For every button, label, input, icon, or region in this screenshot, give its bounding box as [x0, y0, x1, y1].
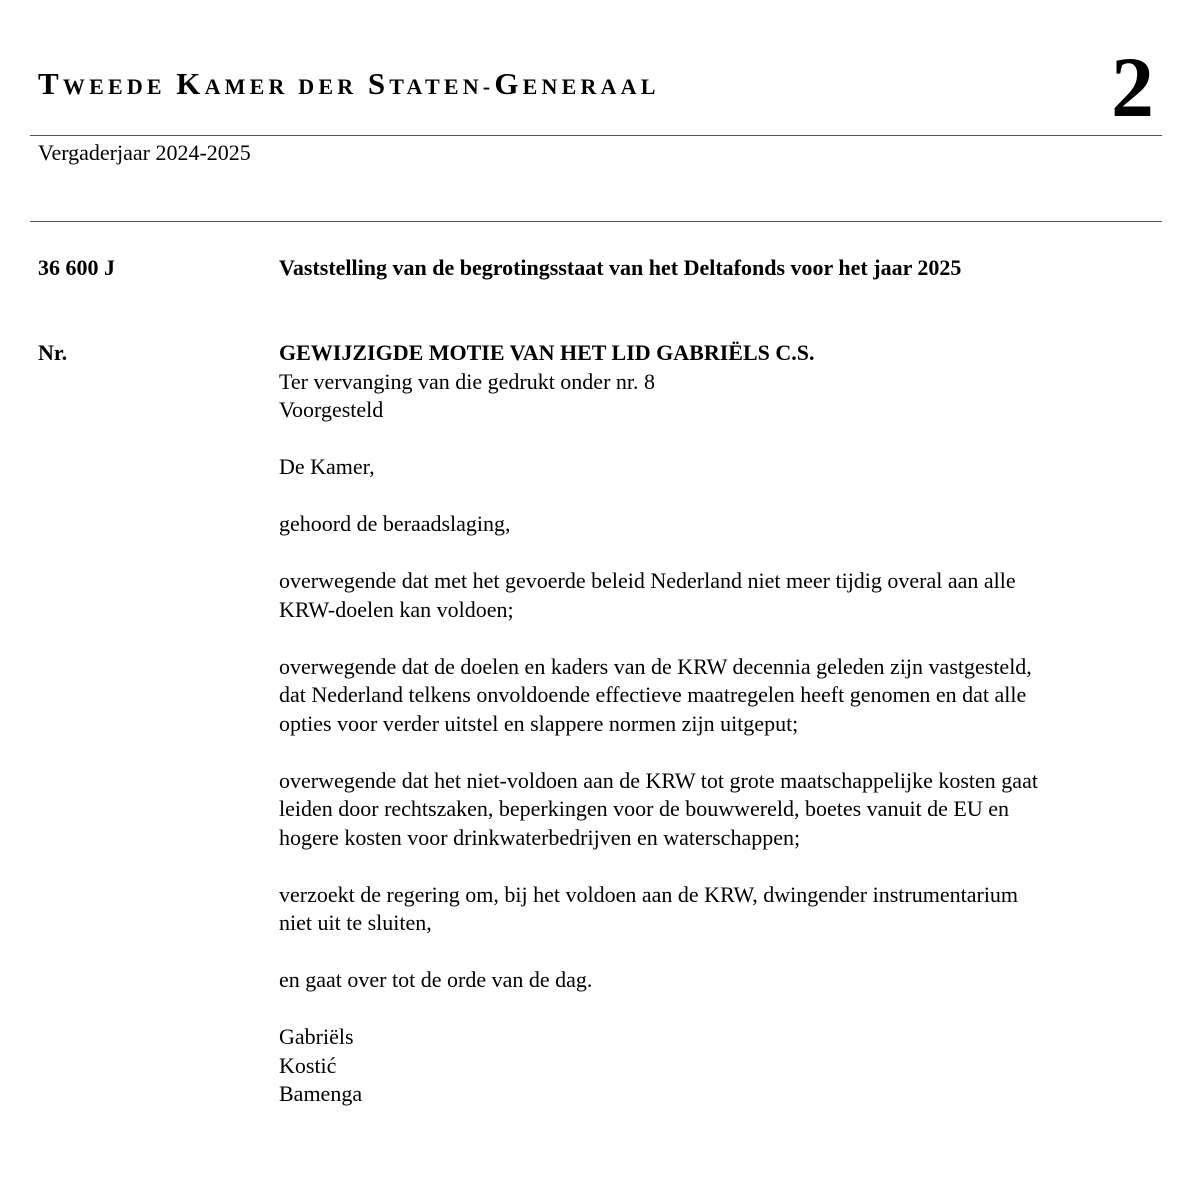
motion-request — [279, 881, 1159, 938]
dossier-subject: Vaststelling van de begrotingsstaat van het Deltafonds voor het jaar 2025 — [279, 255, 962, 280]
consideration-line: dat Nederland telkens onvoldoende effectieve maatregelen heeft genomen en dat alle — [279, 682, 1027, 707]
request-line: verzoekt de regering om, bij het voldoen aan de KRW, dwingender instrumentarium — [279, 881, 1019, 907]
chamber-title-word-2: KAMER DER — [176, 66, 358, 101]
signatory: Kostić — [279, 1052, 337, 1078]
chamber-title-word-3: STATEN-GENERAAL — [367, 66, 660, 101]
signatory: Gabriëls — [279, 1024, 354, 1049]
consideration-line: leiden door rechtszaken, beperkingen voor de bouwwereld, boetes vanuit de EU en — [279, 796, 1010, 821]
heard-text: gehoord de beraadslaging, — [279, 511, 511, 536]
motion-body — [279, 339, 1159, 1137]
consideration-line: KRW-doelen kan voldoen; — [279, 596, 514, 622]
page-number: 2 — [1111, 39, 1154, 135]
consideration-line: overwegende dat de doelen en kaders van de KRW decennia geleden zijn vastgesteld, — [279, 653, 1032, 679]
closing-text: en gaat over tot de orde van de dag. — [279, 967, 593, 992]
dossier-number: 36 600 J — [38, 255, 115, 280]
opening-text: De Kamer, — [279, 454, 375, 479]
consideration-line: overwegende dat met het gevoerde beleid Nederland niet meer tijdig overal aan alle — [279, 568, 1016, 593]
motion-closing — [279, 966, 1159, 995]
consideration-2 — [279, 653, 1159, 739]
signatory: Bamenga — [279, 1081, 363, 1106]
chamber-title — [38, 68, 660, 99]
consideration-line: hogere kosten voor drinkwaterbedrijven en waterschappen; — [279, 824, 801, 850]
motion-title: GEWIJZIGDE MOTIE VAN HET LID GABRIËLS C.S. — [279, 340, 815, 365]
signatories — [279, 1023, 1159, 1109]
replacement-note: Ter vervanging van die gedrukt onder nr. 8 — [279, 368, 656, 394]
motion-opening — [279, 453, 1159, 482]
consideration-3 — [279, 767, 1159, 853]
session-year: Vergaderjaar 2024-2025 — [38, 140, 251, 165]
chamber-title-word-1: TWEEDE — [38, 66, 166, 101]
consideration-1 — [279, 567, 1159, 624]
motion-heard — [279, 510, 1159, 539]
request-line: niet uit te sluiten, — [279, 910, 432, 935]
consideration-line: opties voor verder uitstel en slappere normen zijn uitgeput; — [279, 710, 799, 736]
motion-header-block — [279, 339, 1159, 425]
document-number-label: Nr. — [38, 340, 68, 365]
header-divider — [30, 135, 1162, 136]
motion-status: Voorgesteld — [279, 397, 384, 422]
consideration-line: overwegende dat het niet-voldoen aan de KRW tot grote maatschappelijke kosten gaat — [279, 767, 1038, 793]
section-divider — [30, 221, 1162, 222]
